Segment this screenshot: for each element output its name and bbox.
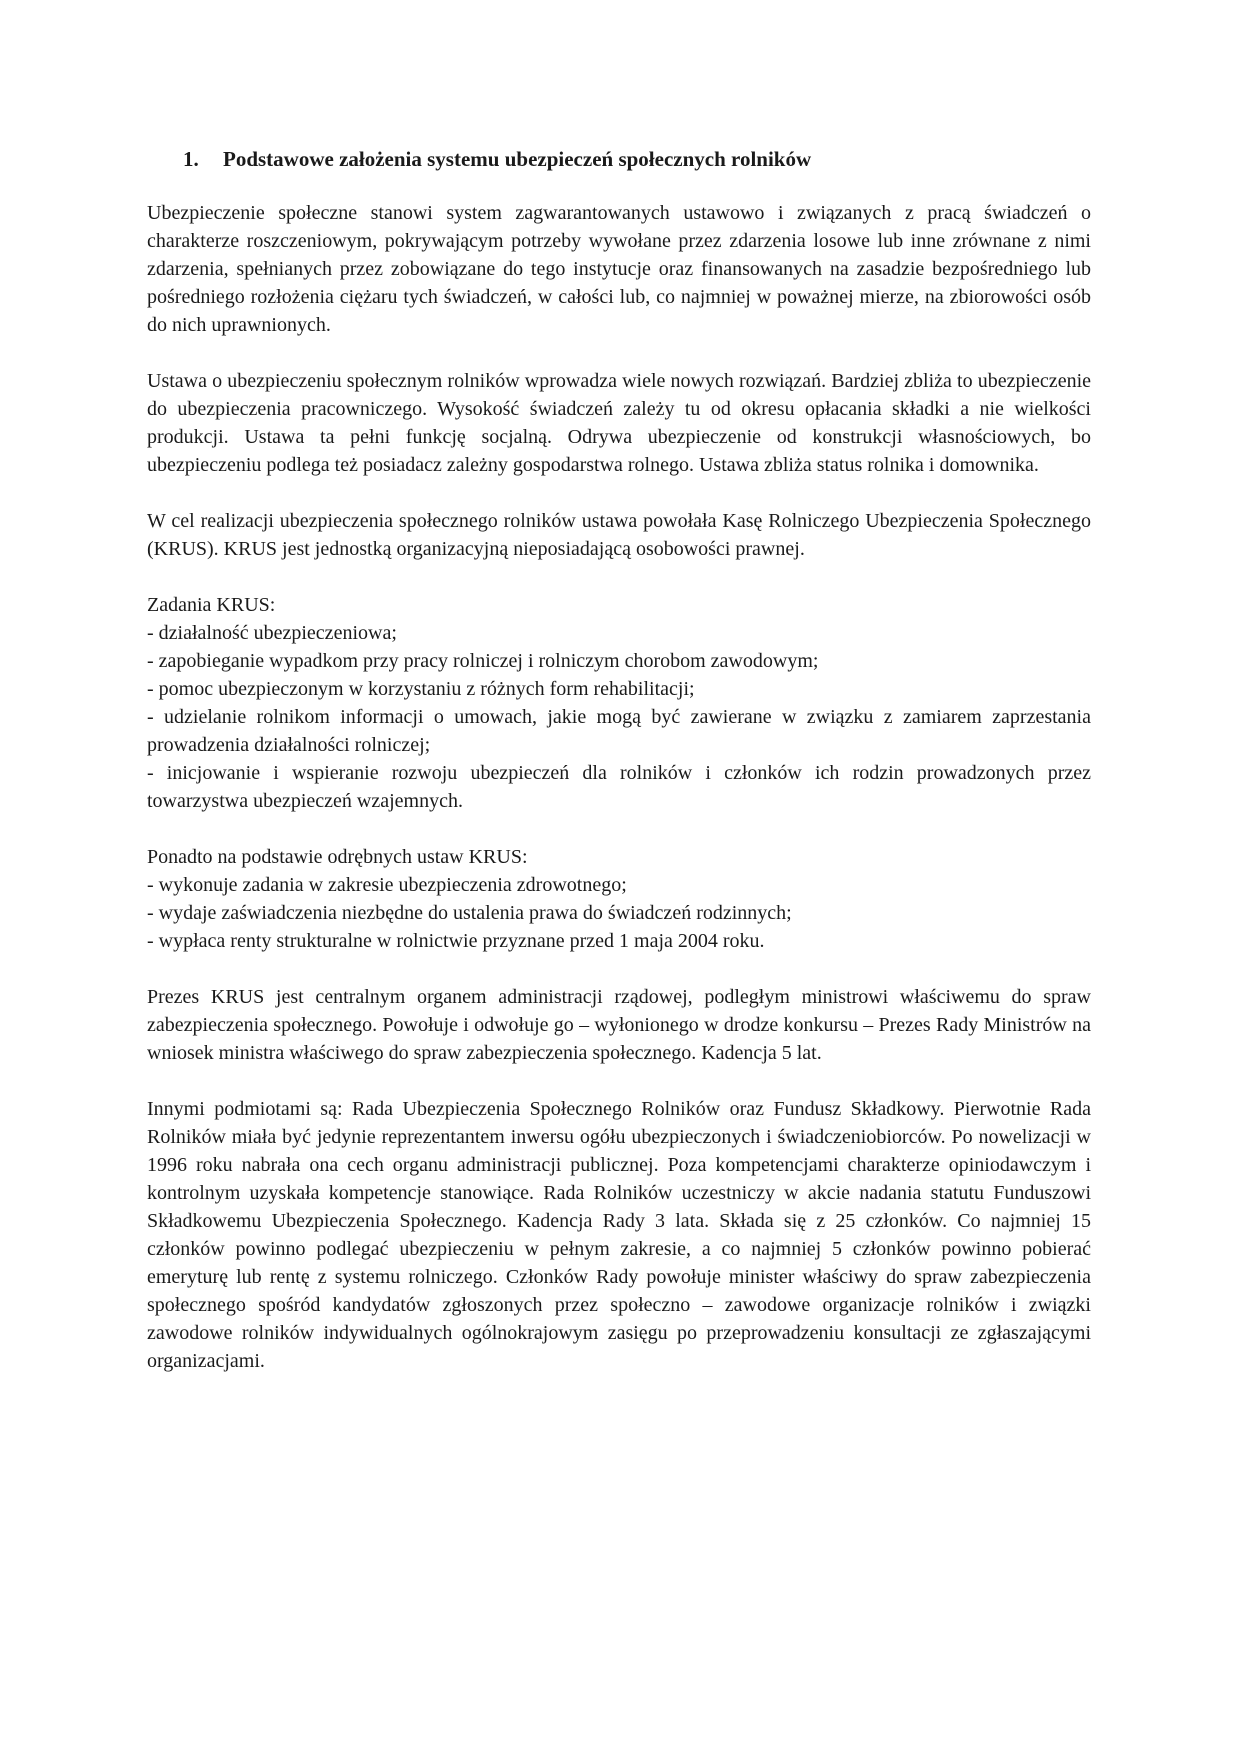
list-item: - inicjowanie i wspieranie rozwoju ubezpieczeń dla rolników i członków ich rodzin prowadzonych przez towarzystwa ubezpieczeń wzajemnych. — [147, 762, 1091, 812]
section-heading — [183, 145, 1091, 173]
list-item: - działalność ubezpieczeniowa; — [147, 622, 397, 644]
tasks-list — [147, 619, 1091, 815]
list-item: - zapobieganie wypadkom przy pracy rolniczej i rolniczym chorobom zawodowym; — [147, 650, 819, 672]
section-title: Podstawowe założenia systemu ubezpieczeń społecznych rolników — [223, 147, 812, 171]
paragraph-krus: W cel realizacji ubezpieczenia społecznego rolników ustawa powołała Kasę Rolniczego Ubezpieczenia Społecznego (KRUS). KRUS jest jednostką organizacyjną nieposiadającą osobowości prawnej. — [147, 510, 1091, 560]
paragraph-act: Ustawa o ubezpieczeniu społecznym rolników wprowadza wiele nowych rozwiązań. Bardziej zbliża to ubezpieczenie do ubezpieczenia pracowniczego. Wysokość świadczeń zależy tu od okresu opłacania składki a nie wielkości produkcji. Ustawa ta pełni funkcję socjalną. Odrywa ubezpieczenie od konstrukcji własnościowych, bo ubezpieczeniu podlega też posiadacz zależny gospodarstwa rolnego. Ustawa zbliża status rolnika i domownika. — [147, 370, 1091, 476]
document-page — [147, 145, 1091, 1403]
paragraph-president: Prezes KRUS jest centralnym organem administracji rządowej, podległym ministrowi właściwemu do spraw zabezpieczenia społecznego. Powołuje i odwołuje go – wyłonionego w drodze konkursu – Prezes Rady Ministrów na wniosek ministra właściwego do spraw zabezpieczenia społecznego. Kadencja 5 lat. — [147, 986, 1091, 1064]
list-item: - wydaje zaświadczenia niezbędne do ustalenia prawa do świadczeń rodzinnych; — [147, 902, 792, 924]
paragraph-definition: Ubezpieczenie społeczne stanowi system zagwarantowanych ustawowo i związanych z pracą świadczeń o charakterze roszczeniowym, pokrywającym potrzeby wywołane przez zdarzenia losowe lub inne zrównane z nimi zdarzenia, spełnianych przez zobowiązane do tego instytucje oraz finansowanych na zasadzie bezpośredniego lub pośredniego rozłożenia ciężaru tych świadczeń, w całości lub, co najmniej w poważnej mierze, na zbiorowości osób do nich uprawnionych. — [147, 202, 1091, 336]
other-tasks-list — [147, 871, 1091, 955]
tasks-title: Zadania KRUS: — [147, 594, 276, 616]
section-number: 1. — [183, 147, 199, 171]
list-item: - wykonuje zadania w zakresie ubezpieczenia zdrowotnego; — [147, 874, 627, 896]
list-item: - wypłaca renty strukturalne w rolnictwie przyznane przed 1 maja 2004 roku. — [147, 930, 765, 952]
list-item: - udzielanie rolnikom informacji o umowach, jakie mogą być zawierane w związku z zamiarem zaprzestania prowadzenia działalności rolniczej; — [147, 706, 1091, 756]
list-item: - pomoc ubezpieczonym w korzystaniu z różnych form rehabilitacji; — [147, 678, 695, 700]
paragraph-council: Innymi podmiotami są: Rada Ubezpieczenia Społecznego Rolników oraz Fundusz Składkowy. Pierwotnie Rada Rolników miała być jedynie reprezentantem inwersu ogółu ubezpieczonych i świadczeniobiorców. Po nowelizacji w 1996 roku nabrała ona cech organu administracji publicznej. Poza kompetencjami charakterze opiniodawczym i kontrolnym uzyskała kompetencje stanowiące. Rada Rolników uczestniczy w akcie nadania statutu Funduszowi Składkowemu Ubezpieczenia Społecznego. Kadencja Rady 3 lata. Składa się z 25 członków. Co najmniej 15 członków powinno podlegać ubezpieczeniu w pełnym zakresie, a co najmniej 5 członków powinno pobierać emeryturę lub rentę z systemu rolniczego. Członków Rady powołuje minister właściwy do spraw zabezpieczenia społecznego spośród kandydatów zgłoszonych przez społeczno – zawodowe organizacje rolników i związki zawodowe rolników indywidualnych ogólnokrajowym zasięgu po przeprowadzeniu konsultacji ze zgłaszającymi organizacjami. — [147, 1098, 1091, 1372]
other-tasks-title: Ponadto na podstawie odrębnych ustaw KRUS: — [147, 846, 528, 868]
